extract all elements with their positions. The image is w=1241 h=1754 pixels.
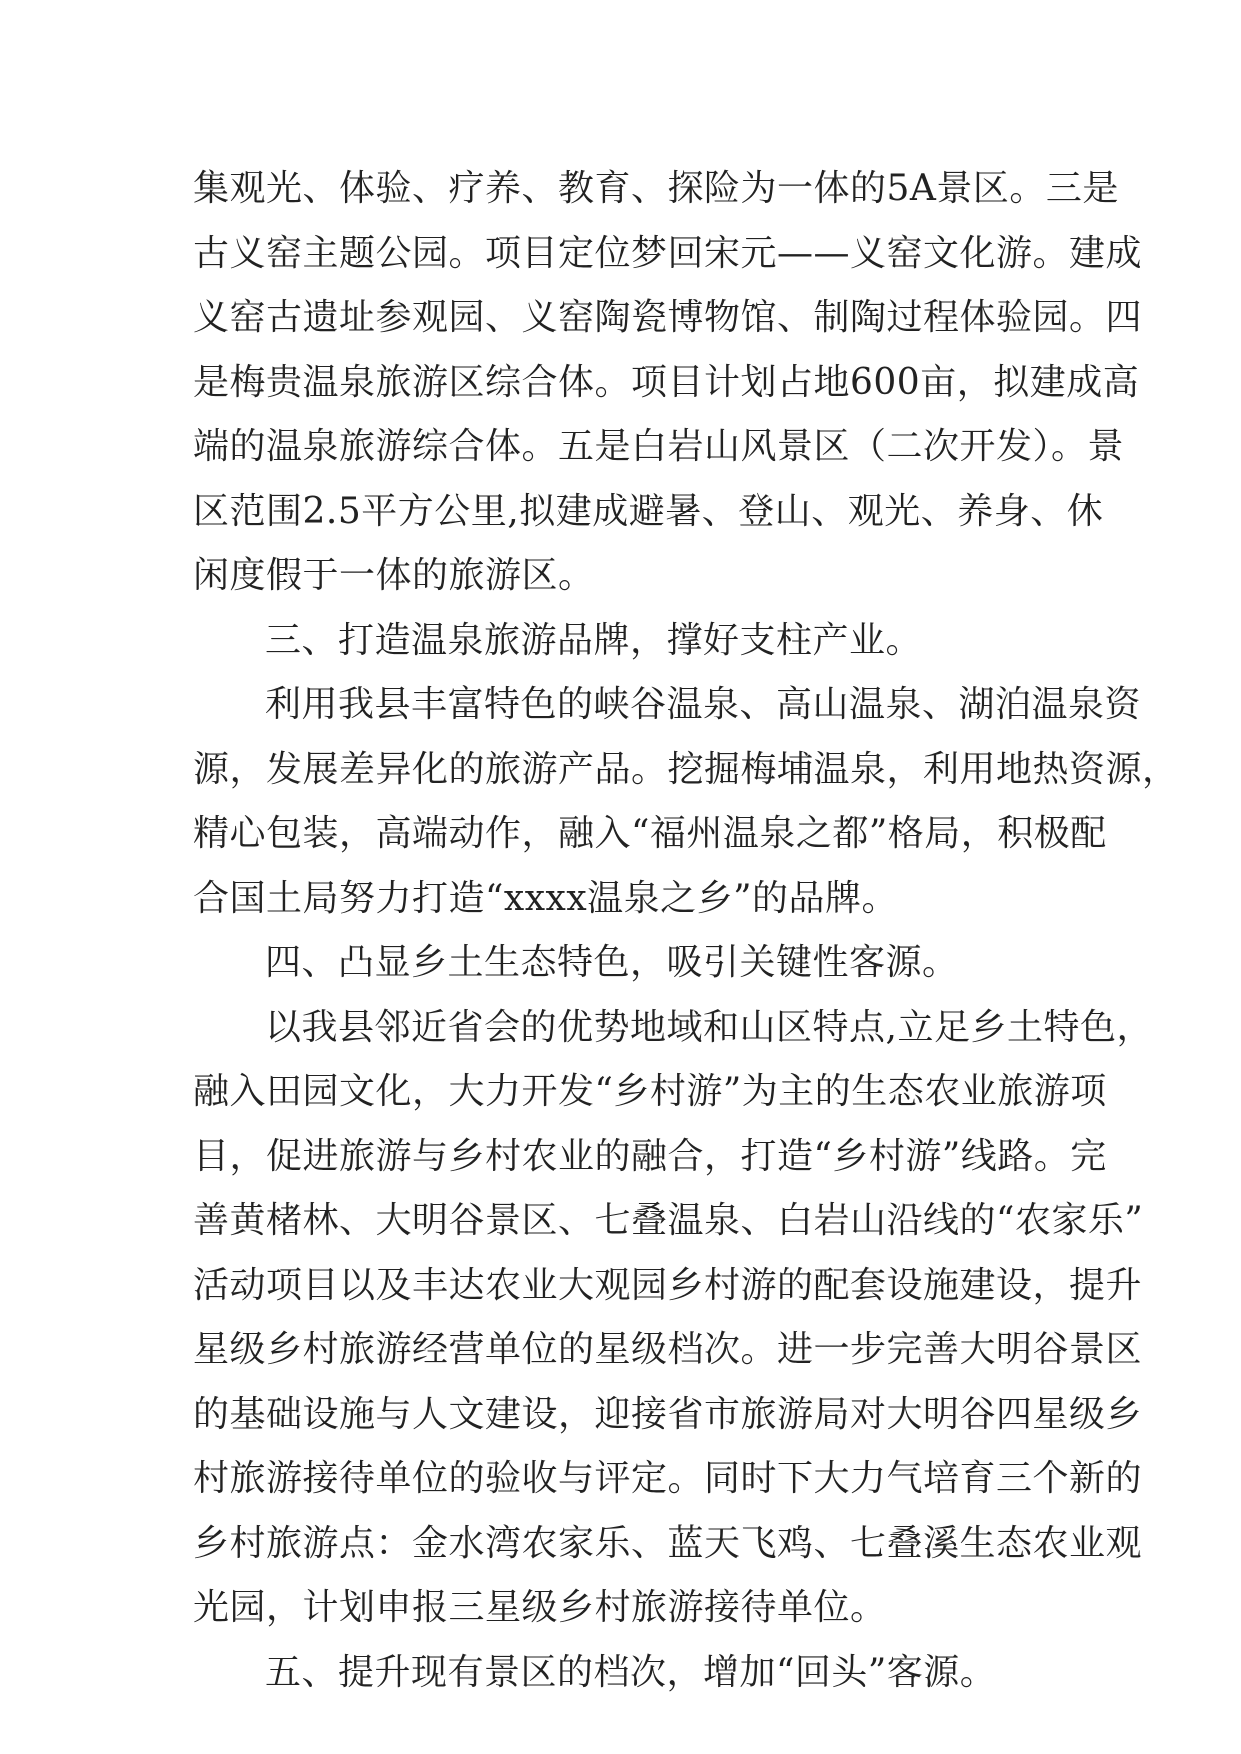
section-heading-upgrade-scenic-areas [193,1641,1058,1706]
section-heading-text: 五、提升现有景区的档次，增加“回头”客源。 [265,1651,997,1693]
text-line: 源，发展差异化的旅游产品。挖掘梅埔温泉，利用地热资源， [193,748,1179,790]
text-line: 合国土局努力打造“xxxx温泉之乡”的品牌。 [193,877,899,919]
text-line: 闲度假于一体的旅游区。 [193,555,595,596]
text-line: 端的温泉旅游综合体。五是白岩山风景区（二次开发）。景 [193,426,1125,467]
text-line: 乡村旅游点：金水湾农家乐、蓝天飞鸡、七叠溪生态农业观 [193,1522,1143,1564]
text-line: 是梅贵温泉旅游区综合体。项目计划占地600亩，拟建成高 [193,361,1140,403]
text-line: 精心包装，高端动作，融入“福州温泉之都”格局，积极配 [193,813,1107,854]
text-line: 星级乡村旅游经营单位的星级档次。进一步完善大明谷景区 [193,1329,1143,1370]
section-heading-text: 四、凸显乡土生态特色，吸引关键性客源。 [265,942,959,983]
document-body [193,157,1179,1705]
text-line: 活动项目以及丰达农业大观园乡村游的配套设施建设，提升 [193,1264,1143,1306]
paragraph-rural-tourism [193,996,1153,1641]
text-line: 目，促进旅游与乡村农业的融合，打造“乡村游”线路。完 [193,1135,1107,1177]
text-line: 融入田园文化，大力开发“乡村游”为主的生态农业旅游项 [193,1071,1107,1112]
paragraph-scenic-projects [193,157,1143,609]
text-line: 义窑古遗址参观园、义窑陶瓷博物馆、制陶过程体验园。四 [193,297,1143,338]
text-line: 善黄楮林、大明谷景区、七叠温泉、白岩山沿线的“农家乐” [193,1200,1144,1241]
text-line: 以我县邻近省会的优势地域和山区特点,立足乡土特色， [265,1006,1153,1048]
section-heading-rural-ecology [193,931,1058,996]
text-line: 光园，计划申报三星级乡村旅游接待单位。 [193,1587,887,1628]
section-heading-hot-spring-brand [193,609,1058,674]
text-line: 区范围2.5平方公里,拟建成避暑、登山、观光、养身、休 [193,490,1104,532]
section-heading-text: 三、打造温泉旅游品牌，撑好支柱产业。 [265,619,923,661]
text-line: 集观光、体验、疗养、教育、探险为一体的5A景区。三是 [193,168,1119,209]
text-line: 村旅游接待单位的验收与评定。同时下大力气培育三个新的 [193,1458,1143,1499]
text-line: 的基础设施与人文建设，迎接省市旅游局对大明谷四星级乡 [193,1393,1143,1435]
text-line: 利用我县丰富特色的峡谷温泉、高山温泉、湖泊温泉资 [265,684,1142,725]
text-line: 古义窑主题公园。项目定位梦回宋元——义窑文化游。建成 [193,232,1143,274]
paragraph-hot-spring-resources [193,673,1179,931]
